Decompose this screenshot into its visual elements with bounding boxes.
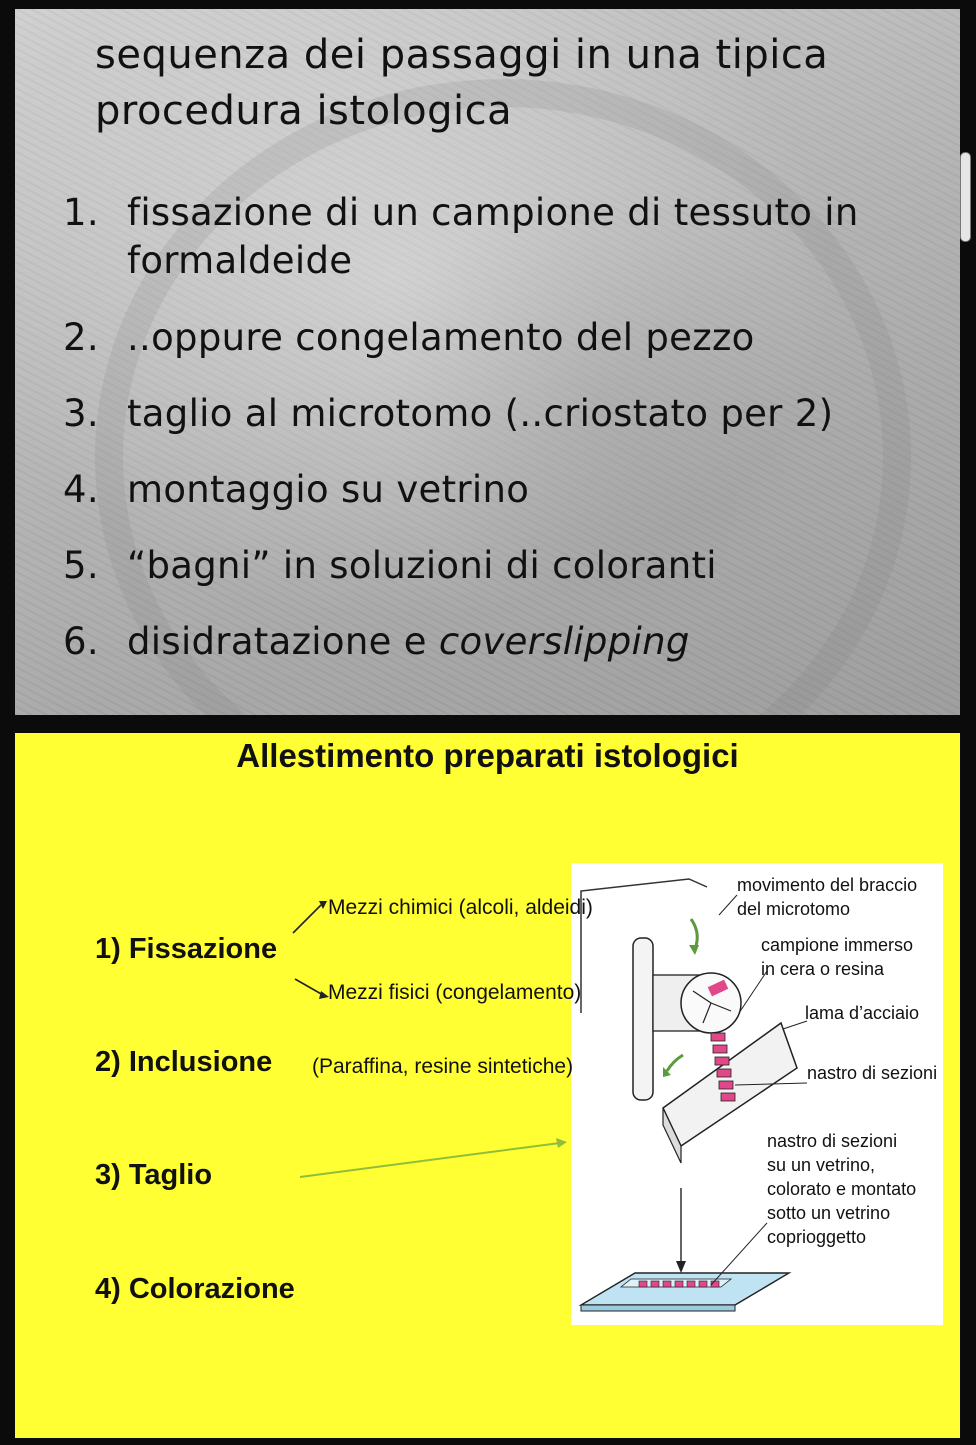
step-text: montaggio su vetrino xyxy=(127,468,530,511)
label-vetrino: nastro di sezioni su un vetrino, colorato e montato sotto un vetrino coprioggetto xyxy=(767,1131,917,1247)
step-2 xyxy=(63,314,903,362)
step-3 xyxy=(63,390,903,438)
step-text: taglio al microtomo (..criostato per 2) xyxy=(127,392,834,435)
option-mezzi-fisici: Mezzi fisici (congelamento) xyxy=(328,981,582,1004)
slide-preparation xyxy=(15,733,960,1438)
scrollbar-thumb[interactable] xyxy=(960,152,971,242)
stage-inclusione: 2) Inclusione xyxy=(95,1046,273,1078)
step-number: 6. xyxy=(63,620,99,663)
step-number: 1. xyxy=(63,191,99,234)
slide2-title: Allestimento preparati istologici xyxy=(236,737,739,774)
step-text: “bagni” in soluzioni di coloranti xyxy=(127,544,717,587)
step-text: disidratazione e coverslipping xyxy=(127,620,690,663)
step-number: 5. xyxy=(63,544,99,587)
step-text: fissazione di un campione di tessuto in formaldeide xyxy=(127,191,859,282)
step-5 xyxy=(63,542,903,590)
label-campione: campione immerso in cera o resina xyxy=(761,935,914,979)
title-line-2: procedura istologica xyxy=(95,88,513,134)
inclusione-detail: (Paraffina, resine sintetiche) xyxy=(312,1055,574,1078)
step-1 xyxy=(63,189,903,285)
step-number: 3. xyxy=(63,392,99,435)
title-line-1: sequenza dei passaggi in una tipica xyxy=(95,32,829,78)
stage-fissazione: 1) Fissazione xyxy=(95,933,278,965)
label-movimento: movimento del braccio del microtomo xyxy=(737,875,918,919)
slide-histology-steps xyxy=(15,9,960,715)
step-text: ..oppure congelamento del pezzo xyxy=(127,316,755,359)
step-number: 4. xyxy=(63,468,99,511)
stage-colorazione: 4) Colorazione xyxy=(95,1273,295,1305)
step-number: 2. xyxy=(63,316,99,359)
option-mezzi-chimici: Mezzi chimici (alcoli, aldeidi) xyxy=(328,896,593,919)
slide1-title xyxy=(95,27,915,139)
step-4 xyxy=(63,466,903,514)
label-lama: lama d’acciaio xyxy=(805,1003,920,1023)
stage-taglio: 3) Taglio xyxy=(95,1159,213,1191)
step-6 xyxy=(63,618,903,666)
connector-arrows xyxy=(15,733,960,1438)
label-nastro: nastro di sezioni xyxy=(807,1063,938,1083)
